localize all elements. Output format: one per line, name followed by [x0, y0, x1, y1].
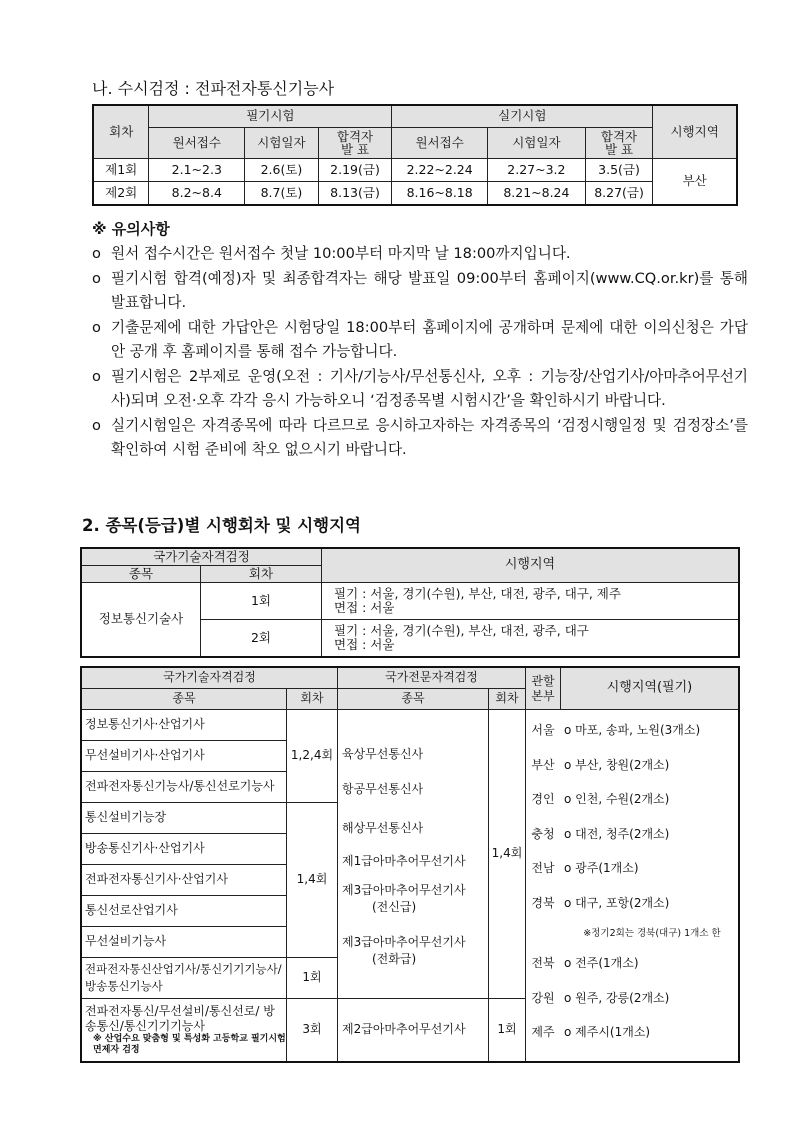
notice-text: 필기시험 합격(예정)자 및 최종합격자는 해당 발표일 09:00부터 홈페이지(www.CQ.or.kr)를 통해 발표합니다.: [111, 269, 748, 311]
header-round: 회차: [93, 105, 149, 159]
region-sites: o 인천, 수원(2개소): [564, 792, 670, 807]
region-line: 면접 : 서울: [334, 600, 395, 615]
cell-w-apply: 8.2~8.4: [149, 182, 245, 206]
region-hq: 전남: [531, 861, 555, 876]
cell-region: 부산: [653, 159, 737, 206]
region-hq: 서울: [531, 723, 555, 738]
region-hq: 전북: [531, 956, 555, 971]
region-hq: 경인: [531, 792, 555, 807]
region-note: ※정기2회는 경북(대구) 1개소 한: [583, 928, 721, 939]
region-hq: 제주: [531, 1025, 555, 1040]
region-hq: 부산: [531, 757, 555, 772]
prof-item: (전신급): [372, 900, 417, 914]
header-item: 종목: [338, 689, 489, 710]
header-pass: [318, 128, 392, 159]
bullet: o: [92, 318, 101, 336]
region-sites: o 전주(1개소): [564, 956, 639, 971]
cell-regions: [526, 710, 740, 1063]
region-sites: o 대구, 포항(2개소): [564, 895, 670, 910]
notice-list: [92, 242, 748, 463]
cell-w-apply: 2.1~2.3: [149, 159, 245, 182]
list-item: [92, 242, 748, 267]
notice-text: 실기시험일은 자격종목에 따라 다르므로 응시하고자하는 자격종목의 ‘검정시행일정 및 검정장소’를 확인하여 시험 준비에 착오 없으시기 바랍니다.: [111, 416, 748, 458]
qualification-table: [80, 666, 740, 1063]
cell-item: 통신설비기능장: [81, 803, 287, 834]
prof-item: (전화급): [372, 952, 417, 966]
technician-table: [80, 547, 740, 658]
cell-item: 전파전자통신기사·산업기사: [81, 865, 287, 896]
header-national: 국가기술자격검정: [81, 667, 338, 689]
cell-round: 제2회: [93, 182, 149, 206]
header-round: 회차: [287, 689, 338, 710]
exam-schedule-table: [92, 104, 738, 206]
prof-item: 제1급아마추어무선기사: [342, 854, 466, 868]
region-row: [526, 783, 738, 818]
header-apply: 원서접수: [149, 128, 245, 159]
prof-item: 항공무선통신사: [342, 782, 424, 796]
header-office: 관할 본부: [526, 667, 561, 710]
cell-round: 1,2,4회: [287, 710, 338, 803]
header-national: 국가기술자격검정: [81, 548, 322, 566]
item-note: ※ 산업수요 맞춤형 및 특성화 고등학교 필기시험 면제자 검정: [93, 1034, 286, 1055]
cell-round: 3회: [287, 999, 338, 1063]
region-sites: o 대전, 청주(2개소): [564, 826, 670, 841]
cell-w-pass: 2.19(금): [318, 159, 392, 182]
header-pass-line2: 발 표: [604, 142, 634, 157]
region-sites: o 마포, 송파, 노원(3개소): [564, 723, 701, 738]
header-item: 종목: [81, 689, 287, 710]
header-round: 회차: [201, 566, 322, 583]
region-row: [526, 714, 738, 749]
cell-item: 방송통신기사·산업기사: [81, 834, 287, 865]
header-exam-date: 시험일자: [488, 128, 586, 159]
bullet: o: [92, 367, 101, 385]
cell-region: [322, 583, 740, 620]
cell-round: 1회: [201, 583, 322, 620]
table-row: [93, 159, 737, 182]
cell-round: 1,4회: [489, 710, 526, 999]
header-professional: 국가전문자격검정: [338, 667, 526, 689]
cell-round: 2회: [201, 620, 322, 658]
list-item: [92, 267, 748, 316]
table-row: [81, 710, 739, 741]
region-sites: o 부산, 창원(2개소): [564, 757, 670, 772]
prof-item: 제3급아마추어무선기사: [342, 935, 466, 949]
header-region: 시행지역: [653, 105, 737, 159]
bullet: o: [92, 269, 101, 287]
cell-item: 통신선로산업기사: [81, 896, 287, 927]
table-row: [81, 583, 739, 620]
header-pass-line2: 발 표: [340, 142, 370, 157]
cell-w-exam: 2.6(토): [245, 159, 319, 182]
region-line: 필기 : 서울, 경기(수원), 부산, 대전, 광주, 대구: [334, 622, 589, 638]
region-row: [526, 1016, 738, 1051]
region-hq: 경북: [531, 895, 555, 910]
region-row: [526, 887, 738, 922]
header-region: 시행지역: [322, 548, 740, 583]
cell-item: 정보통신기사·산업기사: [81, 710, 287, 741]
region-sites: o 광주(1개소): [564, 861, 639, 876]
cell-item: 무선설비기능사: [81, 927, 287, 958]
region-sites: o 제주시(1개소): [564, 1025, 651, 1040]
header-pass: [585, 128, 653, 159]
cell-region: [322, 620, 740, 658]
section-title: 2. 종목(등급)별 시행회차 및 시행지역: [82, 516, 361, 535]
region-row: [526, 982, 738, 1017]
region-row: [526, 852, 738, 887]
notice-text: 원서 접수시간은 원서접수 첫날 10:00부터 마지막 날 18:00까지입니다.: [111, 245, 571, 262]
region-row: [526, 818, 738, 853]
prof-item: 제3급아마추어무선기사: [342, 883, 466, 897]
region-hq: 충청: [531, 826, 555, 841]
prof-item: 해상무선통신사: [342, 821, 424, 835]
list-item: [92, 414, 748, 463]
notice-text: 기출문제에 대한 가답안은 시험당일 18:00부터 홈페이지에 공개하며 문제에 대한 이의신청은 가답안 공개 후 홈페이지를 통해 접수 가능합니다.: [111, 318, 748, 360]
cell-p-exam: 8.21~8.24: [488, 182, 586, 206]
cell-p-exam: 2.27~3.2: [488, 159, 586, 182]
cell-round: 1,4회: [287, 803, 338, 958]
prof-item: 육상무선통신사: [342, 747, 424, 761]
list-item: [92, 365, 748, 414]
bullet: o: [92, 416, 101, 434]
header-item: 종목: [81, 566, 201, 583]
list-item: [92, 316, 748, 365]
cell-item: 전파전자통신산업기사/통신기기기능사/ 방송통신기능사: [81, 958, 287, 999]
cell-professional-item: 제2급아마추어무선기사: [338, 999, 489, 1063]
header-region: 시행지역(필기): [561, 667, 740, 710]
section-title: 나. 수시검정 : 전파전자통신기능사: [92, 79, 335, 98]
header-round: 회차: [489, 689, 526, 710]
item-text: 전파전자통신/무선설비/통신선로/ 방송통신/통신기기기능사: [85, 1004, 275, 1033]
region-hq: 강원: [531, 990, 555, 1005]
region-line: 필기 : 서울, 경기(수원), 부산, 대전, 광주, 대구, 제주: [334, 585, 621, 601]
cell-p-apply: 2.22~2.24: [392, 159, 488, 182]
cell-round: 1회: [489, 999, 526, 1063]
cell-round: 1회: [287, 958, 338, 999]
region-row: [526, 947, 738, 982]
cell-professional-items: [338, 710, 489, 999]
header-exam-date: 시험일자: [245, 128, 319, 159]
header-practical: 실기시험: [392, 105, 653, 128]
cell-item: 정보통신기술사: [81, 583, 201, 658]
header-pass-line1: 합격자: [336, 129, 374, 144]
header-pass-line1: 합격자: [600, 129, 638, 144]
header-apply: 원서접수: [392, 128, 488, 159]
bullet: o: [92, 245, 101, 262]
cell-w-pass: 8.13(금): [318, 182, 392, 206]
cell-item: 전파전자통신기능사/통신선로기능사: [81, 772, 287, 803]
notice-title: ※ 유의사항: [92, 220, 170, 238]
cell-p-apply: 8.16~8.18: [392, 182, 488, 206]
notice-text: 필기시험은 2부제로 운영(오전 : 기사/기능사/무선통신사, 오후 : 기능장/산업기사/아마추어무선기사)되며 오전·오후 각각 응시 가능하오니 ‘검정종목별 시험시간’을 확인하시기 바랍니다.: [111, 367, 748, 409]
cell-p-pass: 3.5(금): [585, 159, 653, 182]
cell-round: 제1회: [93, 159, 149, 182]
header-written: 필기시험: [149, 105, 392, 128]
table-row: [93, 182, 737, 206]
cell-item: 무선설비기사·산업기사: [81, 741, 287, 772]
cell-w-exam: 8.7(토): [245, 182, 319, 206]
cell-p-pass: 8.27(금): [585, 182, 653, 206]
region-sites: o 원주, 강릉(2개소): [564, 990, 670, 1005]
region-line: 면접 : 서울: [334, 637, 395, 652]
cell-item: [81, 999, 287, 1063]
region-row: [526, 749, 738, 784]
